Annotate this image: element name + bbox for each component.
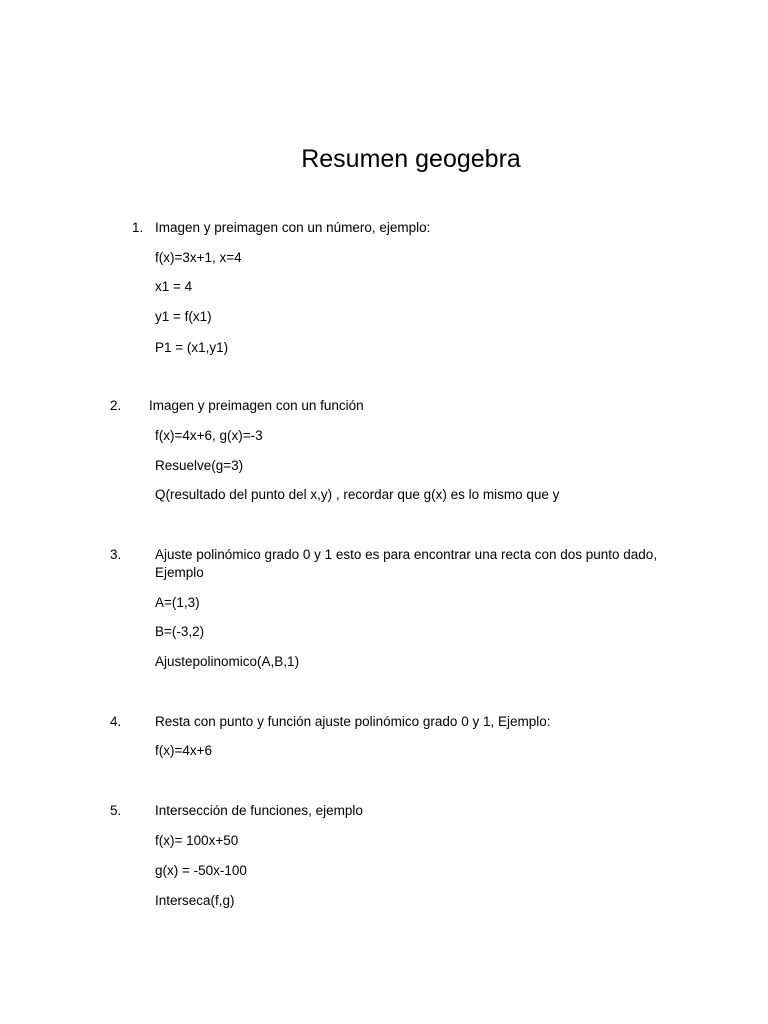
section-5-number: 5. xyxy=(110,803,122,818)
section-3-line-3: Ajustepolinomico(A,B,1) xyxy=(155,654,300,669)
section-1-line-3: y1 = f(x1) xyxy=(155,309,212,324)
section-1-heading: Imagen y preimagen con un número, ejemplo: xyxy=(155,220,431,235)
section-3-heading: Ajuste polinómico grado 0 y 1 esto es para encontrar una recta con dos punto dado, xyxy=(155,547,658,562)
section-2-line-3: Q(resultado del punto del x,y) , recordar que g(x) es lo mismo que y xyxy=(155,487,560,502)
section-4-number: 4. xyxy=(110,714,122,729)
section-4-line-1: f(x)=4x+6 xyxy=(155,743,213,758)
section-5-line-3: Interseca(f,g) xyxy=(155,893,235,908)
section-3-heading-line-2: Ejemplo xyxy=(155,565,204,580)
section-3-line-1: A=(1,3) xyxy=(155,595,200,610)
section-2-number: 2. xyxy=(110,398,122,413)
section-1-line-1: f(x)=3x+1, x=4 xyxy=(155,250,242,265)
section-1-line-4: P1 = (x1,y1) xyxy=(155,340,229,355)
section-1-line-2: x1 = 4 xyxy=(155,279,193,294)
section-1-number: 1. xyxy=(132,220,144,235)
section-3-line-2: B=(-3,2) xyxy=(155,624,205,639)
section-3-number: 3. xyxy=(110,547,122,562)
section-2-line-1: f(x)=4x+6, g(x)=-3 xyxy=(155,428,263,443)
section-5-line-2: g(x) = -50x-100 xyxy=(155,863,247,878)
section-2-heading: Imagen y preimagen con un función xyxy=(149,398,364,413)
section-5-heading: Intersección de funciones, ejemplo xyxy=(155,803,363,818)
section-4-heading: Resta con punto y función ajuste polinómico grado 0 y 1, Ejemplo: xyxy=(155,714,551,729)
page-title: Resumen geogebra xyxy=(301,145,521,173)
section-5-line-1: f(x)= 100x+50 xyxy=(155,833,239,848)
section-2-line-2: Resuelve(g=3) xyxy=(155,458,244,473)
